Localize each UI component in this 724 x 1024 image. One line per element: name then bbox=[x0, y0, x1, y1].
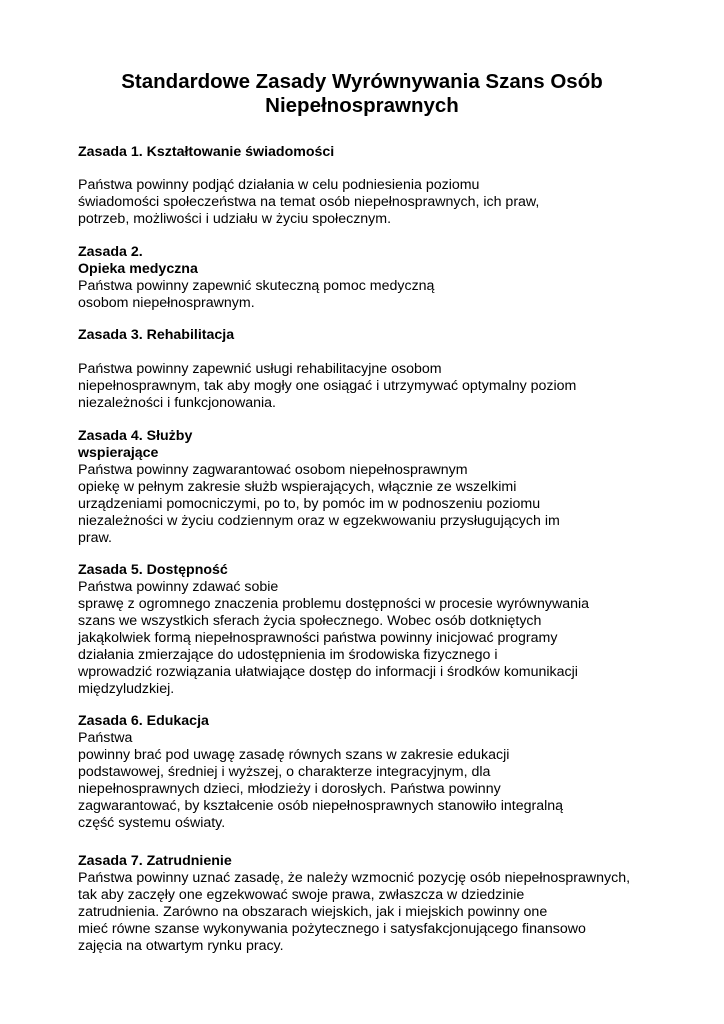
section-5-heading: Zasada 5. Dostępność bbox=[78, 562, 228, 578]
section-2-heading: Zasada 2. Opieka medyczna bbox=[78, 244, 198, 277]
section-1-body: Państwa powinny podjąć działania w celu podniesienia poziomu świadomości społeczeństwa na temat osób niepełnosprawnych, ich praw, potrzeb, możliwości i udziału w życiu społecznym. bbox=[78, 177, 540, 227]
section-4-body: Państwa powinny zagwarantować osobom niepełnosprawnym opiekę w pełnym zakresie służb wspierających, włącznie ze wszelkimi urządzeniami pomocniczymi, po to, by pomóc im w podnoszeniu poziomu niezależności w życiu codziennym oraz w egzekwowaniu przysługujących im praw. bbox=[78, 462, 560, 546]
section-6-heading: Zasada 6. Edukacja bbox=[78, 713, 209, 729]
section-7-body: Państwa powinny uznać zasadę, że należy wzmocnić pozycję osób niepełnosprawnych, tak aby zaczęły one egzekwować swoje prawa, zwłaszcza w dziedzinie zatrudnienia. Zarówno na obszarach wiejskich, jak i miejskich powinny one mieć równe szanse wykonywania pożytecznego i satysfakcjonującego finansowo zajęcia na otwartym rynku pracy. bbox=[78, 870, 631, 954]
section-1-heading: Zasada 1. Kształtowanie świadomości bbox=[78, 144, 335, 160]
section-7-heading: Zasada 7. Zatrudnienie bbox=[78, 853, 232, 869]
section-4-heading: Zasada 4. Służby wspierające bbox=[78, 428, 193, 461]
title-line: Niepełnosprawnych bbox=[265, 94, 459, 117]
title-line: Standardowe Zasady Wyrównywania Szans Osób bbox=[121, 70, 603, 93]
document-title bbox=[0, 70, 724, 118]
section-6-body: Państwa powinny brać pod uwagę zasadę równych szans w zakresie edukacji podstawowej, średniej i wyższej, o charakterze integracyjnym, dla niepełnosprawnych dzieci, młodzieży i dorosłych. Państwa powinny zagwarantować, by kształcenie osób niepełnosprawnych stanowiło integralną część systemu oświaty. bbox=[78, 730, 564, 831]
section-3-heading: Zasada 3. Rehabilitacja bbox=[78, 327, 235, 343]
section-3-body: Państwa powinny zapewnić usługi rehabilitacyjne osobom niepełnosprawnym, tak aby mogły one osiągać i utrzymywać optymalny poziom niezależności i funkcjonowania. bbox=[78, 361, 577, 411]
section-5-body: Państwa powinny zdawać sobie sprawę z ogromnego znaczenia problemu dostępności w procesie wyrównywania szans we wszystkich sferach życia społecznego. Wobec osób dotkniętych jakąkolwiek formą niepełnosprawności państwa powinny inicjować programy działania zmierzające do udostępnienia im środowiska fizycznego i wprowadzić rozwiązania ułatwiające dostęp do informacji i środków komunikacji międzyludzkiej. bbox=[78, 579, 590, 697]
section-2-body: Państwa powinny zapewnić skuteczną pomoc medyczną osobom niepełnosprawnym. bbox=[78, 278, 435, 311]
